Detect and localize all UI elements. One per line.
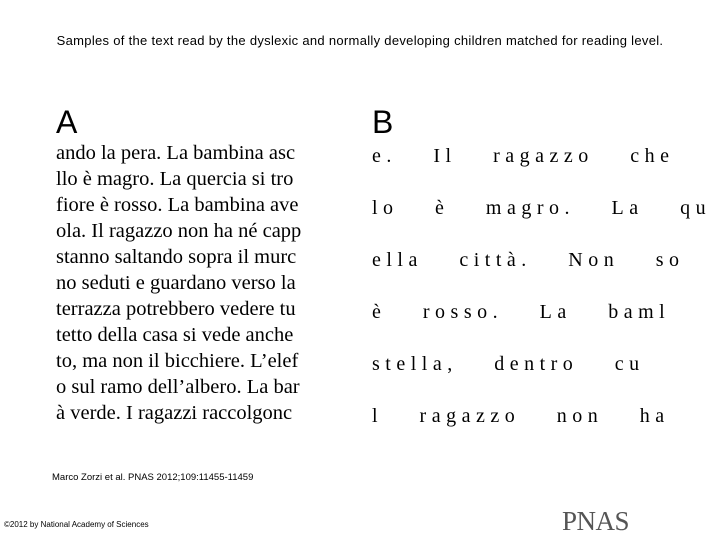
panel-a-line: to, ma non il bicchiere. L’elef [56,350,299,372]
panel-b-label: B [372,104,394,140]
panel-b-text-sample [372,140,712,440]
copyright-notice: ©2012 by National Academy of Sciences [4,520,149,529]
panel-a-line: tetto della casa si vede anche [56,324,294,346]
panel-a-line: ando la pera. La bambina asc [56,142,296,164]
panel-b-line: stella, dentro cu [372,353,645,375]
panel-b-line: e. Il ragazzo che [372,145,675,167]
panel-b-line: ella città. Non so [372,249,685,271]
panel-a-line: fiore è rosso. La bambina ave [56,194,299,216]
panel-a-label: A [56,104,78,140]
panel-b-line: lo è magro. La qu [372,197,712,219]
panel-b-line: l ragazzo non ha [372,405,670,427]
panel-a-line: no seduti e guardano verso la [56,272,296,294]
panel-a-line: ola. Il ragazzo non ha né capp [56,220,302,242]
panel-a-line: stanno saltando sopra il murc [56,246,297,268]
panel-a-line: à verde. I ragazzi raccolgonc [56,402,293,424]
panel-a-text-sample [56,140,326,428]
panel-a-line: llo è magro. La quercia si tro [56,168,294,190]
panel-a-line: terrazza potrebbero vedere tu [56,298,296,320]
figure-title: Samples of the text read by the dyslexic and normally developing children matched for reading level. [56,33,664,48]
citation: Marco Zorzi et al. PNAS 2012;109:11455-11459 [52,472,254,483]
panel-a-line: o sul ramo dell’albero. La bar [56,376,300,398]
pnas-logo: PNAS [562,506,630,536]
panel-b-line: è rosso. La baml [372,301,671,323]
